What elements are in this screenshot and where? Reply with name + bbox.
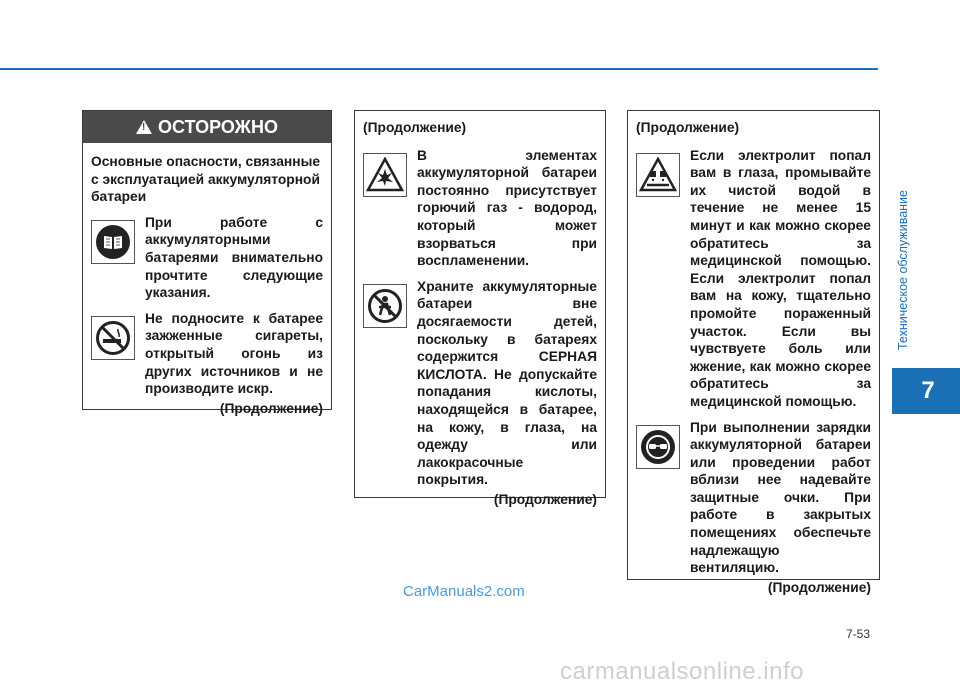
watermark-site: CarManuals2.com	[403, 583, 525, 600]
continued-top-label: (Продолжение)	[636, 120, 740, 135]
header-rule	[0, 68, 878, 70]
caution-item-text: Храните аккумуляторные батареи вне досягаемости детей, поскольку в батареях содержится СЕРНАЯ КИСЛОТА. Не допускайте попадания кислоты, находящейся в батарее, на кожу, в глаза, на одежду или лакокрасочные покрытия.	[417, 278, 597, 488]
caution-item	[628, 419, 879, 577]
eye-protection-icon	[636, 425, 680, 469]
watermark-online: carmanualsonline.info	[560, 658, 804, 685]
caution-item-text: Не подносите к батарее зажженные сигареты, открытый огонь из других источников и не производите искр.	[145, 310, 323, 397]
caution-item-text: При работе с аккумуляторными батареями внимательно прочтите следующие указания.	[145, 214, 323, 301]
continued-top-label: (Продолжение)	[363, 120, 467, 135]
caution-item	[628, 147, 879, 411]
no-smoking-icon	[91, 316, 135, 360]
section-title: Техническое обслуживание	[896, 190, 910, 350]
caution-item	[355, 147, 605, 270]
corrosive-acid-icon	[636, 153, 680, 197]
page-number: 7-53	[846, 627, 871, 641]
continued-label: (Продолжение)	[767, 579, 871, 595]
warning-triangle-icon	[136, 120, 152, 134]
continued-label: (Продолжение)	[493, 491, 597, 507]
chapter-tab: 7	[892, 368, 960, 414]
caution-item-text: Если электролит попал вам в глаза, промывайте их чистой водой в течение не менее 15 минут и как можно скорее обратитесь за медицинской помощью. Если электролит попал вам на кожу, тщательно промойте пораженный участок. Если вы чувствуете боль или жжение, как можно скорее обратитесь за медицинской помощью.	[690, 147, 871, 409]
caution-item-text: В элементах аккумуляторной батареи постоянно присутствует горючий газ - водород, который может взорваться при воспламенении.	[417, 147, 597, 269]
continued-label: (Продолжение)	[219, 400, 323, 416]
caution-item	[83, 310, 331, 398]
explosion-hazard-icon	[363, 153, 407, 197]
caution-label: ОСТОРОЖНО	[158, 116, 278, 137]
caution-item	[355, 278, 605, 489]
caution-box-3	[627, 110, 880, 595]
caution-box-1	[82, 110, 332, 416]
caution-header	[83, 111, 331, 143]
caution-box-2	[354, 110, 606, 507]
keep-away-children-icon	[363, 284, 407, 328]
caution-item-text: При выполнении зарядки аккумуляторной батареи или проведении работ вблизи нее надевайте защитные очки. При работе в закрытых помещениях обеспечьте надлежащую вентиляцию.	[690, 419, 871, 576]
manual-book-icon	[91, 220, 135, 264]
caution-intro: Основные опасности, связанные с эксплуатацией аккумуляторной батареи	[91, 154, 321, 205]
caution-item	[83, 214, 331, 302]
